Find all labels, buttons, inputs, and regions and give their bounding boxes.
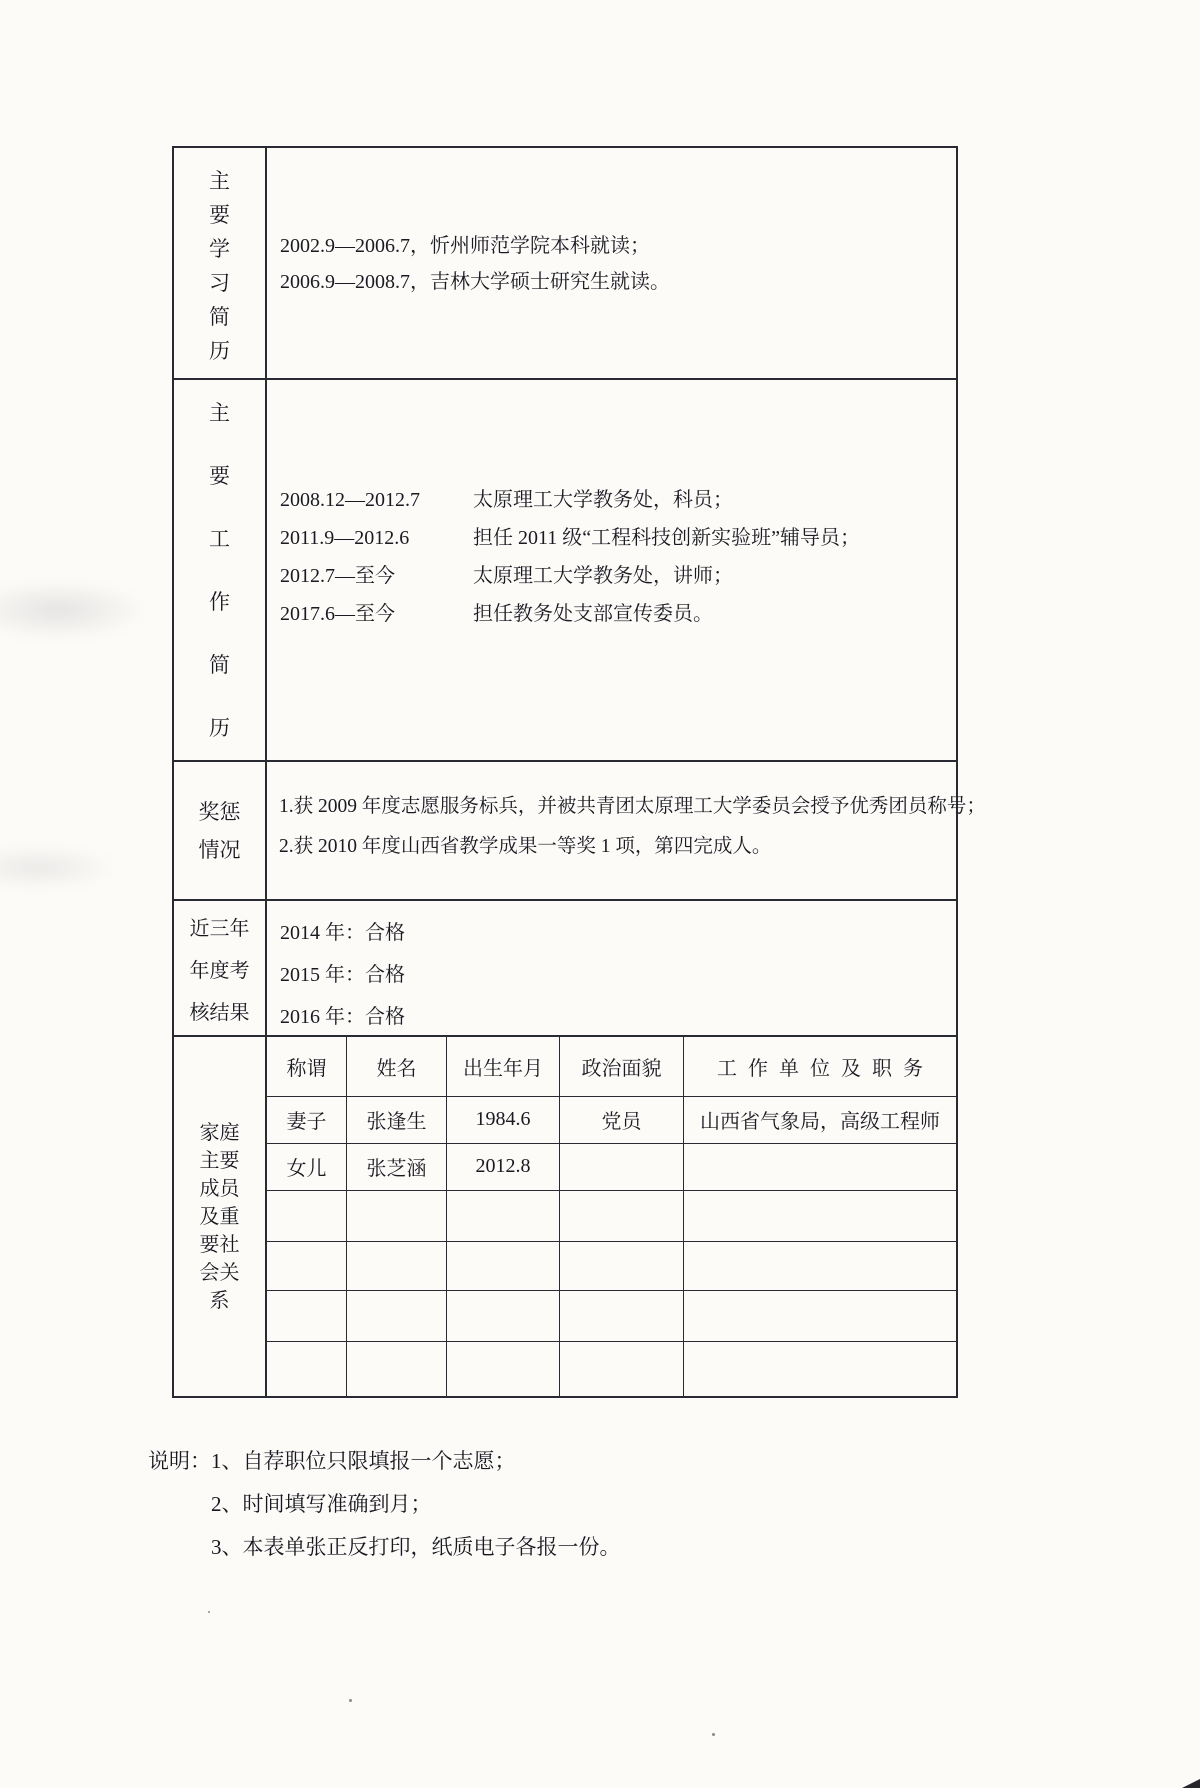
family-header-work-unit: 工作单位及职务 bbox=[717, 1057, 934, 1080]
scan-speck bbox=[208, 1611, 210, 1613]
work-desc: 太原理工大学教务处，科员； bbox=[473, 488, 733, 511]
family-row-empty bbox=[267, 1342, 956, 1396]
family-header-name: 姓名 bbox=[347, 1037, 447, 1096]
family-political-status bbox=[560, 1291, 684, 1341]
family-header-row bbox=[267, 1037, 956, 1097]
family-name: 张芝涵 bbox=[347, 1144, 447, 1190]
family-work-unit bbox=[684, 1144, 956, 1190]
family-work-unit: 山西省气象局，高级工程师 bbox=[700, 1111, 940, 1134]
study-entry: 2006.9—2008.7，吉林大学硕士研究生就读。 bbox=[280, 271, 670, 293]
study-history-content bbox=[267, 148, 956, 378]
family-birthdate bbox=[447, 1291, 560, 1341]
resume-table bbox=[172, 146, 986, 1398]
note-item: 1、自荐职位只限填报一个志愿； bbox=[211, 1449, 516, 1473]
assessment-label-cell bbox=[174, 901, 267, 1035]
family-label-cell bbox=[174, 1037, 267, 1396]
family-work-unit bbox=[684, 1191, 956, 1241]
assessment-entry: 2014 年：合格 bbox=[280, 921, 405, 944]
work-entry bbox=[280, 557, 946, 595]
assessment-content bbox=[267, 901, 956, 1035]
family-relation: 妻子 bbox=[267, 1097, 347, 1143]
work-desc: 担任教务处支部宣传委员。 bbox=[473, 602, 713, 625]
scan-speck bbox=[349, 1699, 352, 1702]
awards-label-cell bbox=[174, 762, 267, 899]
work-period: 2011.9—2012.6 bbox=[280, 526, 410, 549]
family-relation bbox=[267, 1342, 347, 1396]
assessment-entry: 2015 年：合格 bbox=[280, 963, 405, 986]
family-birthdate bbox=[447, 1242, 560, 1290]
family-row bbox=[267, 1144, 956, 1191]
assessment-label: 近三年年度考核结果 bbox=[189, 917, 250, 1024]
family-name bbox=[347, 1191, 447, 1241]
family-birthdate bbox=[447, 1191, 560, 1241]
work-period: 2012.7—至今 bbox=[280, 564, 395, 587]
work-entry bbox=[280, 595, 946, 633]
work-entry bbox=[280, 481, 946, 519]
notes-list bbox=[211, 1440, 621, 1569]
family-birthdate: 2012.8 bbox=[447, 1144, 560, 1190]
awards-content bbox=[267, 762, 986, 899]
family-work-unit bbox=[684, 1291, 956, 1341]
family-header-birthdate: 出生年月 bbox=[447, 1037, 560, 1096]
family-political-status bbox=[560, 1191, 684, 1241]
family-header-political-status: 政治面貌 bbox=[560, 1037, 684, 1096]
family-row bbox=[267, 1097, 956, 1144]
family-name: 张逢生 bbox=[347, 1097, 447, 1143]
family-relation: 女儿 bbox=[267, 1144, 347, 1190]
family-header-relation: 称谓 bbox=[267, 1037, 347, 1096]
family-work-unit bbox=[684, 1242, 956, 1290]
section-family-members bbox=[174, 1037, 956, 1396]
work-desc: 担任 2011 级“工程科技创新实验班”辅导员； bbox=[473, 526, 861, 549]
work-period: 2017.6—至今 bbox=[280, 602, 395, 625]
family-row-empty bbox=[267, 1291, 956, 1342]
note-item: 3、本表单张正反打印，纸质电子各报一份。 bbox=[211, 1535, 621, 1559]
scan-smudge bbox=[0, 845, 120, 890]
family-political-status: 党员 bbox=[560, 1097, 684, 1143]
family-birthdate: 1984.6 bbox=[447, 1097, 560, 1143]
scan-smudge bbox=[0, 580, 150, 640]
family-name bbox=[347, 1342, 447, 1396]
family-row-empty bbox=[267, 1191, 956, 1242]
family-table-container bbox=[267, 1037, 956, 1396]
study-history-label: 主要学习简历 bbox=[209, 169, 230, 363]
study-history-label-cell bbox=[174, 148, 267, 378]
section-annual-assessment bbox=[174, 901, 956, 1037]
study-entry: 2002.9—2006.7，忻州师范学院本科就读； bbox=[280, 235, 650, 257]
form-notes bbox=[148, 1440, 621, 1569]
work-entry bbox=[280, 519, 946, 557]
family-name bbox=[347, 1291, 447, 1341]
work-desc: 太原理工大学教务处，讲师； bbox=[473, 564, 733, 587]
award-entry: 2.获 2010 年度山西省教学成果一等奖 1 项，第四完成人。 bbox=[279, 835, 772, 857]
work-history-label: 主要工作简历 bbox=[209, 400, 230, 740]
family-name bbox=[347, 1242, 447, 1290]
family-political-status bbox=[560, 1144, 684, 1190]
work-history-label-cell bbox=[174, 380, 267, 760]
family-birthdate bbox=[447, 1342, 560, 1396]
section-study-history bbox=[174, 148, 956, 380]
family-row-empty bbox=[267, 1242, 956, 1291]
notes-prefix: 说明： bbox=[148, 1449, 211, 1473]
work-history-content bbox=[267, 380, 956, 760]
award-entry: 1.获 2009 年度志愿服务标兵，并被共青团太原理工大学委员会授予优秀团员称号； bbox=[279, 795, 986, 817]
family-political-status bbox=[560, 1342, 684, 1396]
section-awards-punishments bbox=[174, 762, 986, 901]
family-relation bbox=[267, 1191, 347, 1241]
family-political-status bbox=[560, 1242, 684, 1290]
family-label: 家庭主要成员及重要社会关系 bbox=[199, 1121, 240, 1312]
scan-corner-artifact bbox=[1182, 1779, 1200, 1788]
family-table bbox=[267, 1037, 956, 1396]
section-work-history bbox=[174, 380, 956, 762]
note-item: 2、时间填写准确到月； bbox=[211, 1492, 432, 1516]
awards-label: 奖惩情况 bbox=[198, 799, 241, 862]
family-relation bbox=[267, 1242, 347, 1290]
assessment-entry: 2016 年：合格 bbox=[280, 1005, 405, 1028]
family-work-unit bbox=[684, 1342, 956, 1396]
family-relation bbox=[267, 1291, 347, 1341]
work-period: 2008.12—2012.7 bbox=[280, 488, 420, 511]
scan-speck bbox=[712, 1733, 715, 1736]
